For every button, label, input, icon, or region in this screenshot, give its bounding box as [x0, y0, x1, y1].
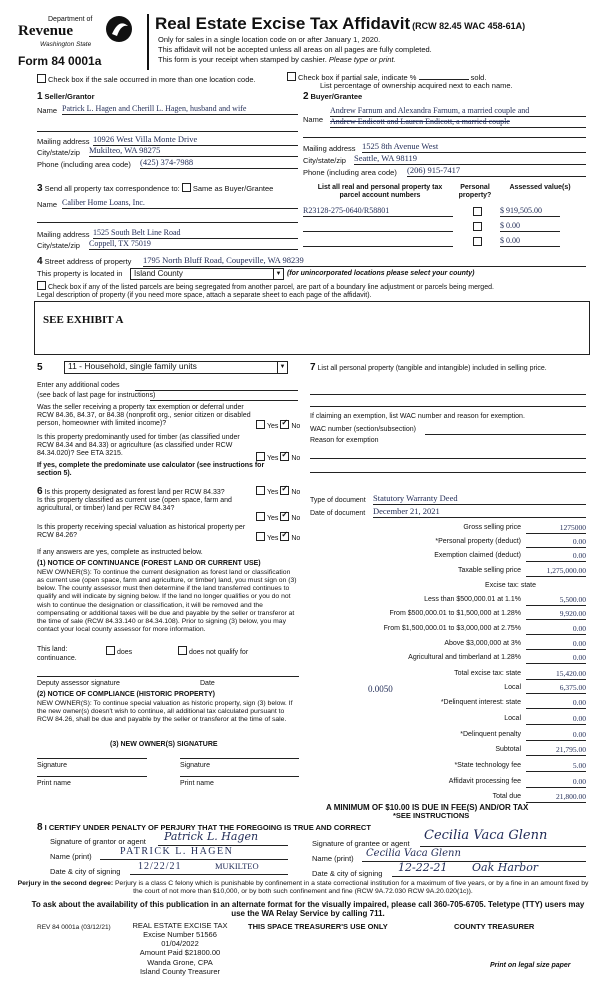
rev-number: REV 84 0001a (03/12/21)	[37, 924, 111, 931]
s6q3-no-checkbox[interactable]	[280, 532, 289, 541]
header-line2: This affidavit will not be accepted unless all areas on all pages are fully completed.	[158, 45, 432, 54]
notice2-title: (2) NOTICE OF COMPLIANCE (HISTORIC PROPERTY)	[37, 691, 215, 698]
buyer-phone-value: (206) 915-7417	[407, 165, 461, 175]
reason-line1[interactable]	[310, 452, 586, 459]
treasurer-use-label: THIS SPACE TREASURER'S USE ONLY	[248, 922, 388, 931]
title-part2: Excise Tax Affidavit	[251, 14, 411, 33]
seller-city-label: City/state/zip	[37, 148, 80, 157]
tax-label: *Personal property (deduct)	[435, 538, 521, 545]
does-check[interactable]	[106, 646, 132, 657]
revenue-emblem-icon	[104, 14, 134, 44]
correspondence-mailing-label: Mailing address	[37, 230, 90, 239]
tax-label: From $500,000.01 to $1,500,000 at 1.28%	[389, 610, 521, 617]
buyer-city-label: City/state/zip	[303, 156, 346, 165]
section5-q1: Was the seller receiving a property tax exemption or deferral under RCW 84.36, 84.37, or 84.38 (nonprofit org., senior citizen or disabled person, homeowner with limited income)?	[37, 404, 251, 428]
seller-city-field[interactable]	[89, 146, 298, 157]
owner-signature-line1[interactable]	[37, 752, 147, 759]
dept-line2: Revenue	[18, 23, 73, 39]
seller-name-line2[interactable]	[37, 122, 298, 132]
grantor-name-field[interactable]	[100, 846, 288, 860]
statute: (RCW 82.45 WAC 458-61A)	[412, 21, 526, 31]
print-name-label: Print name	[37, 780, 71, 787]
street-heading	[37, 256, 131, 268]
tax-label: Less than $500,000.01 at 1.1%	[424, 596, 521, 603]
assessed-value[interactable]: $ 0.00	[500, 221, 560, 232]
tax-value[interactable]: 1,275,000.00	[526, 567, 586, 577]
grantor-date-label: Date & city of signing	[50, 867, 121, 876]
no-label: No	[291, 489, 301, 496]
section7-text	[310, 362, 586, 374]
notice1-text: NEW OWNER(S): To continue the current designation as forest land or classification as current use (open space, farm and agriculture, or timber) land, you must sign on (3) below. The county assessor must then determine if the land transferred continues to qualify and will indicate by signing below. If the land no longer qualifies or you do not wish to continue the designation or classification, it will be removed and the compensating or additional taxes will be due and payable by the seller or transferor at the time of sale (RCW 84.33.140 or 84.34.108). Prior to signing (3) below, you may contact your local county assessor for more information.	[37, 569, 297, 634]
grantee-name-label: Name (print)	[312, 854, 354, 863]
tax-label: Total excise tax: state	[454, 670, 521, 677]
tax-row	[310, 670, 586, 682]
section6-q1: Is this property designated as forest land per RCW 84.33?	[44, 489, 225, 496]
seller-heading	[37, 91, 95, 103]
section5-number: 5	[37, 362, 43, 373]
buyer-name-label: Name	[303, 115, 324, 124]
continuance-label: continuance.	[37, 655, 77, 662]
deputy-date-label: Date	[200, 680, 215, 687]
tax-row	[310, 654, 586, 666]
grantee-date-value: 12-22-21	[398, 861, 448, 874]
doc-date-field[interactable]	[373, 507, 586, 518]
legal-desc-label: Legal description of property (if you need more space, attach a separate sheet to each page of the affidavit).	[37, 292, 372, 299]
tax-row	[310, 582, 586, 594]
header-line3-text: This form is your receipt when stamped by cashier.	[158, 55, 329, 64]
use-code-select[interactable]	[64, 361, 288, 374]
availability-note: To ask about the availability of this publication in an alternate format for the visually impaired, please call 360-705-6705. Teletype (TTY) users may use the WA Relay Service by calling 711.	[31, 900, 585, 919]
tax-value[interactable]: 0.00	[526, 640, 586, 650]
no-label: No	[291, 455, 301, 462]
multi-location-check[interactable]	[37, 74, 256, 85]
receipt-stamp	[120, 921, 240, 976]
partial-sale-checkbox[interactable]	[287, 72, 296, 81]
grantee-city-value: Oak Harbor	[472, 861, 539, 874]
correspondence-name-label: Name	[37, 200, 58, 209]
owner-print-line2[interactable]	[180, 770, 299, 777]
seller-phone-label: Phone (including area code)	[37, 160, 131, 169]
s6q1-yes-checkbox[interactable]	[256, 486, 265, 495]
yes-label: Yes	[267, 423, 279, 430]
header-line3	[158, 56, 396, 65]
deputy-sig-label: Deputy assessor signature	[37, 680, 120, 687]
tax-value[interactable]: 0.00	[526, 538, 586, 548]
tax-label: Total due	[492, 793, 521, 800]
signature-label: Signature	[37, 762, 67, 769]
tax-value[interactable]: 0.00	[526, 625, 586, 635]
q2-no-checkbox[interactable]	[280, 452, 289, 461]
tax-value[interactable]: 9,920.00	[526, 610, 586, 620]
tax-row	[310, 567, 586, 579]
correspondence-city-label: City/state/zip	[37, 241, 80, 250]
legal-description-box[interactable]	[34, 301, 590, 355]
parcel-col3-header: Assessed value(s)	[509, 184, 571, 191]
tax-value[interactable]: 0.00	[526, 778, 586, 788]
grantee-signature: Cecilia Vaca Glenn	[424, 828, 548, 843]
certify-label: I CERTIFY UNDER PENALTY OF PERJURY THAT THE FOREGOING IS TRUE AND CORRECT	[44, 823, 371, 832]
tax-label: Taxable selling price	[457, 567, 521, 574]
grantor-name-label: Name (print)	[50, 852, 92, 861]
revenue-logo	[18, 14, 138, 48]
street-field[interactable]	[143, 256, 586, 267]
owner-print-line1[interactable]	[37, 770, 147, 777]
tax-row	[310, 731, 586, 743]
tax-row	[310, 524, 586, 536]
wac-field[interactable]	[425, 426, 586, 435]
exemption-label: If claiming an exemption, list WAC number and reason for exemption.	[310, 413, 525, 420]
perjury-text: Perjury is a class C felony which is punishable by confinement in a state correctional institution for a maximum of five years, or by a fine in an amount fixed by the court of not more than $10,000, or by both such confinement and fine (RCW 9A.72.030 RCW 9A.20.020(1c)).	[113, 880, 589, 895]
see-back-field[interactable]	[150, 392, 298, 401]
reason-label: Reason for exemption	[310, 437, 379, 444]
personal-property-line2[interactable]	[310, 400, 586, 407]
additional-codes-field[interactable]	[135, 382, 298, 391]
form-title	[155, 14, 525, 34]
deputy-signature-line[interactable]	[37, 670, 299, 677]
tax-label: Local	[504, 715, 521, 722]
tax-label: Agricultural and timberland at 1.28%	[408, 654, 521, 661]
parcel-row	[303, 236, 586, 248]
wac-label: WAC number (section/subsection)	[310, 426, 416, 433]
doc-type-label: Type of document	[310, 497, 366, 504]
does-label: does	[117, 649, 133, 656]
tax-value[interactable]: 0.00	[526, 654, 586, 664]
does-checkbox[interactable]	[106, 646, 115, 655]
header-divider	[147, 14, 149, 70]
correspondence-name-value: Caliber Home Loans, Inc.	[62, 198, 145, 207]
tax-value[interactable]: 1275000	[526, 524, 586, 534]
street-number: 4	[37, 256, 43, 267]
section6-q1-row	[37, 486, 225, 498]
correspondence-heading	[37, 183, 273, 195]
section6-q1-answer[interactable]	[256, 486, 300, 497]
does-not-check[interactable]	[178, 646, 248, 657]
buyer-phone-label: Phone (including area code)	[303, 168, 397, 177]
section8-number: 8	[37, 822, 43, 833]
stamp-line6: Island County Treasurer	[139, 966, 221, 976]
grantor-signature: Patrick L. Hagen	[164, 830, 259, 843]
seller-name-label: Name	[37, 106, 58, 115]
parcel-col1-header: List all real and personal property tax parcel account numbers	[317, 184, 443, 200]
grantor-city-value: MUKILTEO	[215, 861, 259, 871]
multi-location-label: Check box if the sale occurred in more than one location code.	[48, 75, 256, 84]
stamp-line2: Excise Number 51566	[143, 930, 217, 940]
parcel-row	[303, 221, 586, 233]
section5-q2: Is this property predominantly used for timber (as classified under RCW 84.34 and 84.33) or agriculture (as classified under RCW 84.34.020)? See ETA 3215.	[37, 434, 240, 458]
correspondence-city-field[interactable]	[89, 239, 298, 250]
s6q1-no-checkbox[interactable]	[280, 486, 289, 495]
see-back-label: (see back of last page for instructions)	[37, 392, 156, 399]
street-value: 1795 North Bluff Road, Coupeville, WA 98239	[143, 255, 304, 265]
county-value: Island County	[134, 269, 183, 278]
grantor-signature-field[interactable]	[158, 829, 288, 846]
county-treasurer-label: COUNTY TREASURER	[454, 922, 535, 931]
correspondence-label: Send all property tax correspondence to:	[44, 184, 180, 193]
correspondence-number: 3	[37, 183, 43, 194]
perjury-bold: Perjury in the second degree:	[17, 880, 114, 887]
section6-q2: Is this property classified as current use (open space, farm and agricultural, or timber) land per RCW 84.34?	[37, 497, 232, 513]
correspondence-name-field[interactable]	[62, 198, 298, 209]
tax-row	[310, 552, 586, 564]
section6-q3-answer[interactable]	[256, 532, 300, 543]
seller-label: Seller/Grantor	[44, 92, 95, 101]
see-instructions: *SEE INSTRUCTIONS	[393, 811, 470, 820]
no-label: No	[291, 535, 301, 542]
buyer-mailing-field[interactable]	[362, 142, 586, 153]
perjury-notice	[14, 880, 592, 896]
notice1-title: (1) NOTICE OF CONTINUANCE (FOREST LAND OR CURRENT USE)	[37, 560, 261, 567]
yes-label: Yes	[267, 515, 279, 522]
yes-label: Yes	[267, 489, 279, 496]
tax-label: Excise tax: state	[485, 582, 536, 589]
parcel-col2-header: Personal property?	[458, 184, 492, 200]
doc-type-value: Statutory Warranty Deed	[373, 493, 458, 503]
tax-label: From $1,500,000.01 to $3,000,000 at 2.75%	[383, 625, 521, 632]
tax-row	[310, 610, 586, 622]
use-code-value: 11 - Household, single family units	[68, 361, 197, 371]
buyer-city-field[interactable]	[354, 154, 586, 165]
title-part1: Real Estate	[155, 14, 252, 33]
buyer-number: 2	[303, 91, 309, 102]
tax-value[interactable]: 5,500.00	[526, 596, 586, 606]
tax-row	[310, 699, 586, 711]
stamp-line4: Amount Paid $21800.00	[139, 948, 221, 958]
personal-property-checkbox[interactable]	[473, 222, 482, 231]
tax-label: Local	[504, 684, 521, 691]
tax-row	[310, 778, 586, 790]
parcel-number[interactable]	[303, 221, 453, 232]
tax-value[interactable]: 0.00	[526, 731, 586, 741]
doc-type-field[interactable]	[373, 494, 586, 505]
grantee-sig-label: Signature of grantee or agent	[312, 839, 410, 848]
assessed-value[interactable]: $ 919,505.00	[500, 206, 560, 217]
s6q2-no-checkbox[interactable]	[280, 512, 289, 521]
grantor-date-value: 12/22/21	[138, 861, 182, 872]
buyer-label: Buyer/Grantee	[310, 92, 363, 101]
q2-yes-checkbox[interactable]	[256, 452, 265, 461]
header-line1: Only for sales in a single location code on or after January 1, 2020.	[158, 35, 381, 44]
tax-value[interactable]: 0.00	[526, 699, 586, 709]
buyer-mailing-label: Mailing address	[303, 144, 356, 153]
section6-q2-answer[interactable]	[256, 512, 300, 523]
buyer-phone-field[interactable]	[407, 166, 586, 177]
seller-phone-value: (425) 374-7988	[140, 157, 194, 167]
stamp-line5: Wanda Grone, CPA	[147, 957, 213, 967]
q1-no-checkbox[interactable]	[280, 420, 289, 429]
correspondence-mailing-field[interactable]	[93, 228, 298, 239]
buyer-name-value2: Andrew Endicott and Lauren Endicott, a married couple	[330, 117, 586, 128]
chevron-down-icon: ▼	[277, 362, 287, 373]
tax-row	[310, 625, 586, 637]
same-as-buyer-checkbox[interactable]	[182, 183, 191, 192]
segregated-label: Check box if any of the listed parcels are being segregated from another parcel, are part of a boundary line adjustment or parcels being merged.	[48, 284, 494, 291]
tax-value[interactable]: 0.00	[526, 552, 586, 562]
tax-row	[310, 715, 586, 727]
seller-number: 1	[37, 91, 43, 102]
tax-row	[310, 746, 586, 758]
tax-value[interactable]: 0.00	[526, 715, 586, 725]
tax-label: Above $3,000,000 at 3%	[444, 640, 521, 647]
section7-label: List all personal property (tangible and intangible) included in selling price.	[317, 365, 547, 372]
section5-q2-note: If yes, complete the predominate use calculator (see instructions for section 5).	[37, 462, 265, 478]
tax-row	[310, 538, 586, 550]
this-land-row	[37, 646, 67, 654]
does-not-checkbox[interactable]	[178, 646, 187, 655]
buyer-city-value: Seattle, WA 98119	[354, 153, 418, 163]
doc-date-label: Date of document	[310, 510, 366, 517]
correspondence-city-value: Coppell, TX 75019	[89, 239, 151, 248]
s6q2-yes-checkbox[interactable]	[256, 512, 265, 521]
tax-value[interactable]: 21,795.00	[526, 746, 586, 756]
header-line3-italic: Please type or print.	[328, 55, 396, 64]
tax-row	[310, 762, 586, 774]
doc-date-value: December 21, 2021	[373, 506, 440, 516]
tax-label: Subtotal	[495, 746, 521, 753]
ownership-note: List percentage of ownership acquired next to each name.	[320, 81, 513, 90]
grantee-date-field[interactable]	[392, 862, 586, 877]
seller-mailing-value: 10926 West Villa Monte Drive	[93, 134, 198, 144]
personal-property-checkbox[interactable]	[473, 207, 482, 216]
seller-name-field[interactable]	[62, 104, 298, 115]
buyer-name-line3[interactable]	[303, 131, 586, 138]
dept-line3: Washington State	[40, 41, 92, 48]
assessed-value[interactable]: $ 0.00	[500, 236, 560, 247]
tax-value[interactable]: 5.00	[526, 762, 586, 772]
correspondence-name-line2[interactable]	[37, 214, 298, 223]
grantee-date-label: Date & city of signing	[312, 869, 383, 878]
grantor-sig-label: Signature of grantor or agent	[50, 837, 146, 846]
grantee-name-field[interactable]	[362, 848, 586, 862]
yes-label: Yes	[267, 455, 279, 462]
reason-line2[interactable]	[310, 466, 586, 473]
s6q3-yes-checkbox[interactable]	[256, 532, 265, 541]
tax-label: Gross selling price	[463, 524, 521, 531]
parcel-number[interactable]: R23128-275-0640/R58801	[303, 206, 453, 217]
buyer-name-field[interactable]	[330, 106, 586, 128]
no-label: No	[291, 515, 301, 522]
tax-row	[310, 640, 586, 652]
print-legal-note: Print on legal size paper	[490, 962, 571, 969]
personal-property-line1[interactable]	[310, 388, 586, 395]
section6-number: 6	[37, 486, 43, 497]
segregated-check[interactable]	[37, 281, 494, 292]
no-label: No	[291, 423, 301, 430]
legal-desc-value: SEE EXHIBIT A	[43, 314, 124, 326]
buyer-heading	[303, 91, 362, 103]
buyer-mailing-value: 1525 8th Avenue West	[362, 141, 439, 151]
grantor-date-field[interactable]	[130, 861, 288, 875]
tax-value[interactable]: 21,800.00	[526, 793, 586, 803]
tax-row	[310, 596, 586, 608]
tax-label: *Delinquent interest: state	[440, 699, 521, 706]
seller-city-value: Mukilteo, WA 98275	[89, 145, 161, 155]
stamp-line3: 01/04/2022	[161, 939, 199, 949]
tax-value[interactable]: 15,420.00	[526, 670, 586, 680]
dept-line1: Department of	[48, 16, 93, 23]
personal-property-checkbox[interactable]	[473, 237, 482, 246]
street-label: Street address of property	[44, 257, 132, 266]
this-land-label: This land:	[37, 646, 68, 653]
same-as-buyer-label: Same as Buyer/Grantee	[192, 184, 274, 193]
partial-sale-percent[interactable]	[419, 72, 469, 80]
stamp-line1: REAL ESTATE EXCISE TAX	[132, 921, 228, 930]
parcel-number[interactable]	[303, 236, 453, 247]
tax-label: *State technology fee	[454, 762, 521, 769]
section6-q3: Is this property receiving special valuation as historical property per RCW 84.26?	[37, 524, 246, 540]
sold-label: sold.	[470, 73, 487, 82]
local-rate[interactable]: 0.0050	[368, 684, 393, 694]
if-any-yes: If any answers are yes, complete as instructed below.	[37, 549, 203, 556]
unincorporated-note: (for unincorporated locations please select your county)	[287, 270, 475, 277]
grantor-name-value: PATRICK L. HAGEN	[120, 846, 234, 857]
form-number: Form 84 0001a	[18, 54, 102, 68]
owner-signature-line2[interactable]	[180, 752, 299, 759]
seller-mailing-label: Mailing address	[37, 137, 90, 146]
multi-location-checkbox[interactable]	[37, 74, 46, 83]
tax-row	[310, 684, 586, 696]
additional-codes-label: Enter any additional codes	[37, 382, 120, 389]
notice3-title: (3) NEW OWNER(S) SIGNATURE	[110, 741, 218, 748]
seller-phone-field[interactable]	[140, 158, 298, 169]
tax-label: Exemption claimed (deduct)	[434, 552, 521, 559]
notice2-text: NEW OWNER(S): To continue special valuation as historic property, sign (3) below. If the new owner(s) doesn't wish to continue, all additional tax calculated pursuant to RCW 84.26, shall be due and payable by the seller or transferor at the time of sale.	[37, 700, 293, 724]
correspondence-mailing-value: 1525 South Belt Line Road	[93, 228, 181, 237]
buyer-name-value1: Andrew Farnum and Alexandra Farnum, a married couple and	[330, 106, 586, 117]
tax-label: *Delinquent penalty	[460, 731, 521, 738]
yes-label: Yes	[267, 535, 279, 542]
section7-number: 7	[310, 362, 316, 373]
does-not-label: does not qualify for	[189, 649, 249, 656]
grantee-name-value: Cecilia Vaca Glenn	[366, 848, 461, 859]
seller-name-value: Patrick L. Hagen and Cherill L. Hagen, husband and wife	[62, 104, 247, 113]
tax-value[interactable]: 6,375.00	[526, 684, 586, 694]
grantee-signature-field[interactable]	[420, 829, 586, 847]
partial-sale-label: Check box if partial sale, indicate %	[298, 73, 417, 82]
segregated-checkbox[interactable]	[37, 281, 46, 290]
signature-label: Signature	[180, 762, 210, 769]
section5-q1-answer[interactable]	[256, 420, 300, 431]
parcel-row	[303, 206, 586, 218]
print-name-label: Print name	[180, 780, 214, 787]
located-label: This property is located in	[37, 269, 123, 278]
county-select[interactable]	[130, 268, 284, 280]
minimum-fee-note: A MINIMUM OF $10.00 IS DUE IN FEE(S) AND/OR TAX	[326, 803, 529, 812]
q1-yes-checkbox[interactable]	[256, 420, 265, 429]
tax-label: Affidavit processing fee	[448, 778, 521, 785]
chevron-down-icon: ▼	[273, 269, 283, 279]
